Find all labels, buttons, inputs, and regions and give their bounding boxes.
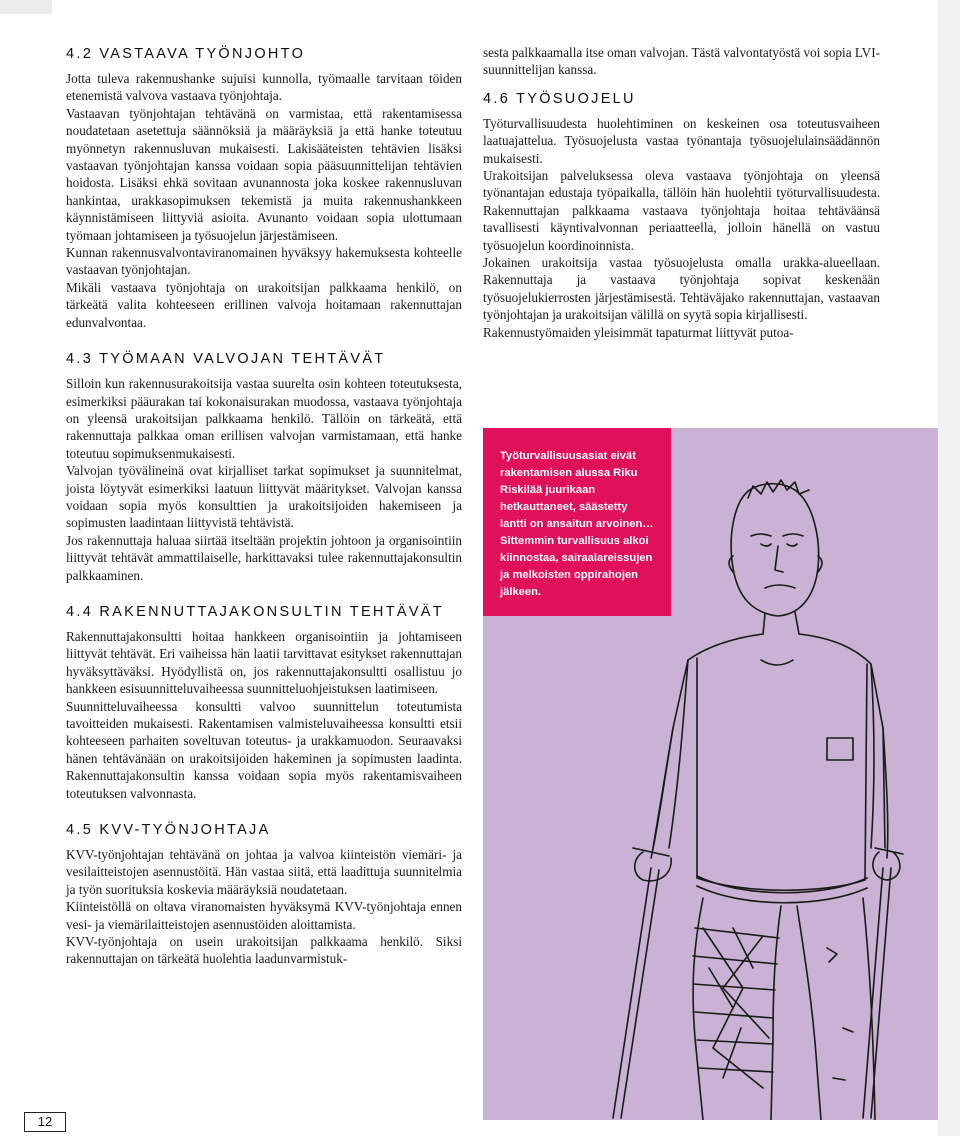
paragraph: Kiinteistöllä on oltava viranomaisten hyväksymä KVV-työnjohtaja ennen vesi- ja viemärilaitteistojen asennustöiden aloittamista. xyxy=(66,899,462,932)
paragraph: Urakoitsijan palveluksessa oleva vastaava työnjohtaja on yleensä työnantajan edustaja työpaikalla, tällöin hän huolehtii työturvallisuudesta. Rakennuttajan palkkaama vastaava työnjohtaja hoitaa tehtäväänsä tavallisesti käyntivalvonnan periaatteella, jolloin hänellä on vastuu työsuojelun koordinoinnista. xyxy=(483,168,880,253)
page-edge xyxy=(938,0,960,1136)
section-title-4-3: 4.3 TYÖMAAN VALVOJAN TEHTÄVÄT xyxy=(66,351,386,368)
paragraph: Rakennuttajakonsultti hoitaa hankkeen organisointiin ja johtamiseen liittyvät tehtävät. Eri vaiheissa hän laatii tarvittavat esitykset rakennuttajan hyväksyttäväksi. Hyödyllistä on, jos rakennuttajakonsultti osallistuu jo hankkeen esisuunnitteluvaiheessa suunnitteluohjeistuksen laatimiseen. xyxy=(66,628,462,697)
paragraph: Jos rakennuttaja haluaa siirtää itseltään projektin johtoon ja organisointiin liittyvät tehtävät ammattilaiselle, harkittavaksi tulee rakennuttajakonsultin palkkaaminen. xyxy=(66,532,462,583)
paragraph: Kunnan rakennusvalvontaviranomainen hyväksyy hakemuksesta kohteelle vastaavan työnjohtajan. xyxy=(66,245,462,278)
paragraph: sesta palkkaamalla itse oman valvojan. Tästä valvontatyöstä voi sopia LVI-suunnittelijan kanssa. xyxy=(483,45,880,78)
callout-line: hetkauttaneet, säästetty xyxy=(500,501,628,513)
section-title-4-6: 4.6 TYÖSUOJELU xyxy=(483,90,636,107)
left-column xyxy=(66,44,462,968)
corner-mark xyxy=(0,0,52,14)
right-column xyxy=(483,44,880,341)
callout-line: ja melkoisten oppirahojen xyxy=(500,569,639,581)
callout-line: lantti on ansaitun arvoinen… xyxy=(500,518,654,530)
paragraph: Jotta tuleva rakennushanke sujuisi kunnolla, työmaalle tarvitaan töiden etenemistä valvova vastaava työnjohtaja. xyxy=(66,71,462,104)
paragraph: Rakennustyömaiden yleisimmät tapaturmat liittyvät putoa- xyxy=(483,324,794,340)
paragraph: Mikäli vastaava työnjohtaja on urakoitsijan palkkaama henkilö, on tärkeätä valita kohteeseen erillinen valvoja hoitamaan rakennuttajan edunvalvontaa. xyxy=(66,279,462,330)
callout-line: Riskilää juurikaan xyxy=(500,484,596,496)
section-title-4-4: 4.4 RAKENNUTTAJAKONSULTIN TEHTÄVÄT xyxy=(66,603,444,620)
callout-box xyxy=(483,428,671,616)
callout-line: Työturvallisuusasiat eivät xyxy=(500,450,636,462)
callout-line: Sittemmin turvallisuus alkoi xyxy=(500,535,649,547)
paragraph: KVV-työnjohtaja on usein urakoitsijan palkkaama henkilö. Siksi rakennuttajan on tärkeätä huolehtia laadunvarmistuk- xyxy=(66,934,462,967)
paragraph: Vastaavan työnjohtajan tehtävänä on varmistaa, että rakentamisessa noudatetaan asetettuja säännöksiä ja määräyksiä ja että hanke toteutuu myönnetyn rakennusluvan mukaisesti. Lakisääteisten tehtävien lisäksi vastaavan työnjohtajan kanssa voidaan sopia pääsuunnittelijan tehtävien hoidosta. Lisäksi ehkä sovitaan avunannosta joka koskee rakennusluvan hankintaa, urakkasopimuksen tekemistä ja muita rakennushankkeen käynnistämiseen liittyviä asioita. Avunanto voidaan sopia ulottumaan työmaan johtamiseen ja työsuojelun järjestämiseen. xyxy=(66,105,462,243)
paragraph: Työturvallisuudesta huolehtiminen on keskeinen osa toteutusvaiheen laatuajattelua. Työsuojelusta vastaa työnantaja työsuojelulainsäädännön mukaisesti. xyxy=(483,115,880,166)
paragraph: Silloin kun rakennusurakoitsija vastaa suurelta osin kohteen toteutuksesta, esimerkiksi pääurakan tai kokonaisurakan muodossa, vastaava työnjohtaja on yleensä urakoitsijan palkkaama henkilö. Tällöin on tärkeätä, että rakennuttaja palkkaa oman erillisen valvojan varmistamaan, että hanke toteutuu sopimuksenmukaisesti. xyxy=(66,376,462,461)
paragraph: Valvojan työvälineinä ovat kirjalliset tarkat sopimukset ja suunnitelmat, joista löytyvät esimerkiksi laatuun liittyvät määritykset. Valvojan kanssa voidaan sopia myös konsulttien ja urakoitsijoiden hakemiseen ja sopimusten laadintaan liittyvistä tehtävistä. xyxy=(66,463,462,531)
paragraph: Suunnitteluvaiheessa konsultti valvoo suunnittelun toteutumista tavoitteiden mukaisesti. Rakentamisen valmisteluvaiheessa konsultti etsii kohteeseen parhaiten soveltuvan toteutus- ja urakkamuodon. Seuraavaksi hänen tehtävänään on urakoitsijoiden hakeminen ja sopimusten laadinta. Rakennuttajakonsultin kanssa voidaan sopia myös rakentamisvaiheen toteutuksen valvonnasta. xyxy=(66,698,462,801)
section-title-4-2: 4.2 VASTAAVA TYÖNJOHTO xyxy=(66,46,306,62)
page-number: 12 xyxy=(24,1112,66,1132)
paragraph: KVV-työnjohtajan tehtävänä on johtaa ja valvoa kiinteistön viemäri- ja vesilaitteistojen asennustöitä. Hän vastaa siitä, että laadittuja suunnitelmia ja työn suorituksia koskevia määräyksiä noudatetaan. xyxy=(66,847,462,897)
callout-line: jälkeen. xyxy=(500,586,542,598)
callout-line: rakentamisen alussa Riku xyxy=(500,467,638,479)
callout-line: kiinnostaa, sairaalareissujen xyxy=(500,552,653,564)
section-title-4-5: 4.5 KVV-TYÖNJOHTAJA xyxy=(66,822,271,839)
paragraph: Jokainen urakoitsija vastaa työsuojelusta omalla urakka-alueellaan. Rakennuttaja ja vastaava työnjohtaja sopivat keskenään työsuojelukierrosten järjestämisestä. Tehtäväjako rakennuttajan, vastaavan työnjohtajan ja urakoitsijan välillä on syytä sopia kirjallisesti. xyxy=(483,255,880,323)
